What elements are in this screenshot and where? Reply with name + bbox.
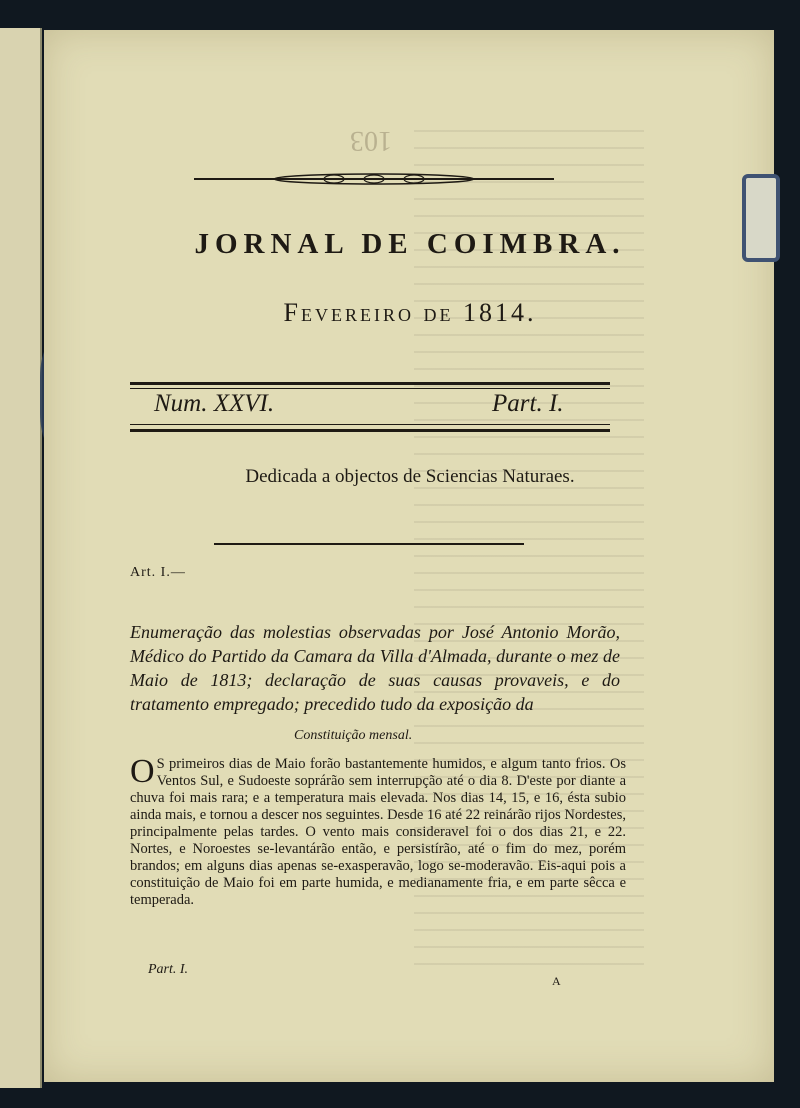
decorative-ornament bbox=[194, 172, 554, 186]
section-title: Constituição mensal. bbox=[294, 728, 413, 743]
separator-rule bbox=[214, 543, 524, 545]
bleed-page-number: 103 bbox=[350, 125, 392, 156]
journal-title: JORNAL DE COIMBRA. bbox=[194, 228, 626, 260]
signature-mark: A bbox=[552, 974, 561, 988]
bookmark-tab bbox=[742, 174, 780, 262]
footer-part: Part. I. bbox=[148, 962, 189, 977]
issue-number: Num. XXVI. bbox=[154, 390, 275, 417]
bottom-rule-thick bbox=[130, 429, 610, 432]
article-heading: Enumeração das molestias observadas por José Antonio Morão, Médico do Partido da Camara da Villa d'Almada, durante o mez de Maio de 1813; declaração de suas causas provaveis, e do tratamento empregado; precedido tudo da exposição da bbox=[130, 622, 620, 714]
facing-page-edge bbox=[0, 28, 42, 1088]
journal-page bbox=[44, 30, 774, 1082]
drop-cap: O bbox=[130, 753, 155, 790]
body-text: S primeiros dias de Maio forão bastantemente humidos, e algum tanto frios. Os Ventos Sul, e Sudoeste soprárão sem interrupção até o dia 8. D'este por diante a chuva foi mais rara; e a temperatura mais elevada. Nos dias 14, 15, e 16, ésta subio ainda mais, e tornou a descer nos seguintes. Desde 16 até 22 reinárão rijos Nordestes, principalmente pelas tardes. O vento mais consideravel foi o dos dias 21, e 22. Nortes, e Noroestes se-levantárão então, e persistírão, até o fim do mez, porém brandos; em alguns dias apenas se-exasperavão, logo se-moderavão. Eis-aqui pois a constituição de Maio foi em parte humida, e medianamente fria, e em parte sêcca e temperada. bbox=[130, 756, 626, 908]
top-rule-thin bbox=[130, 388, 610, 389]
dedication-line: Dedicada a objectos de Sciencias Naturaes. bbox=[245, 466, 575, 487]
article-label: Art. I.— bbox=[130, 565, 186, 580]
bottom-rule-thin bbox=[130, 424, 610, 425]
issue-date: Fevereiro de 1814. bbox=[283, 298, 537, 327]
top-rule-thick bbox=[130, 382, 610, 385]
issue-part: Part. I. bbox=[492, 390, 564, 417]
body-paragraph bbox=[130, 753, 626, 909]
